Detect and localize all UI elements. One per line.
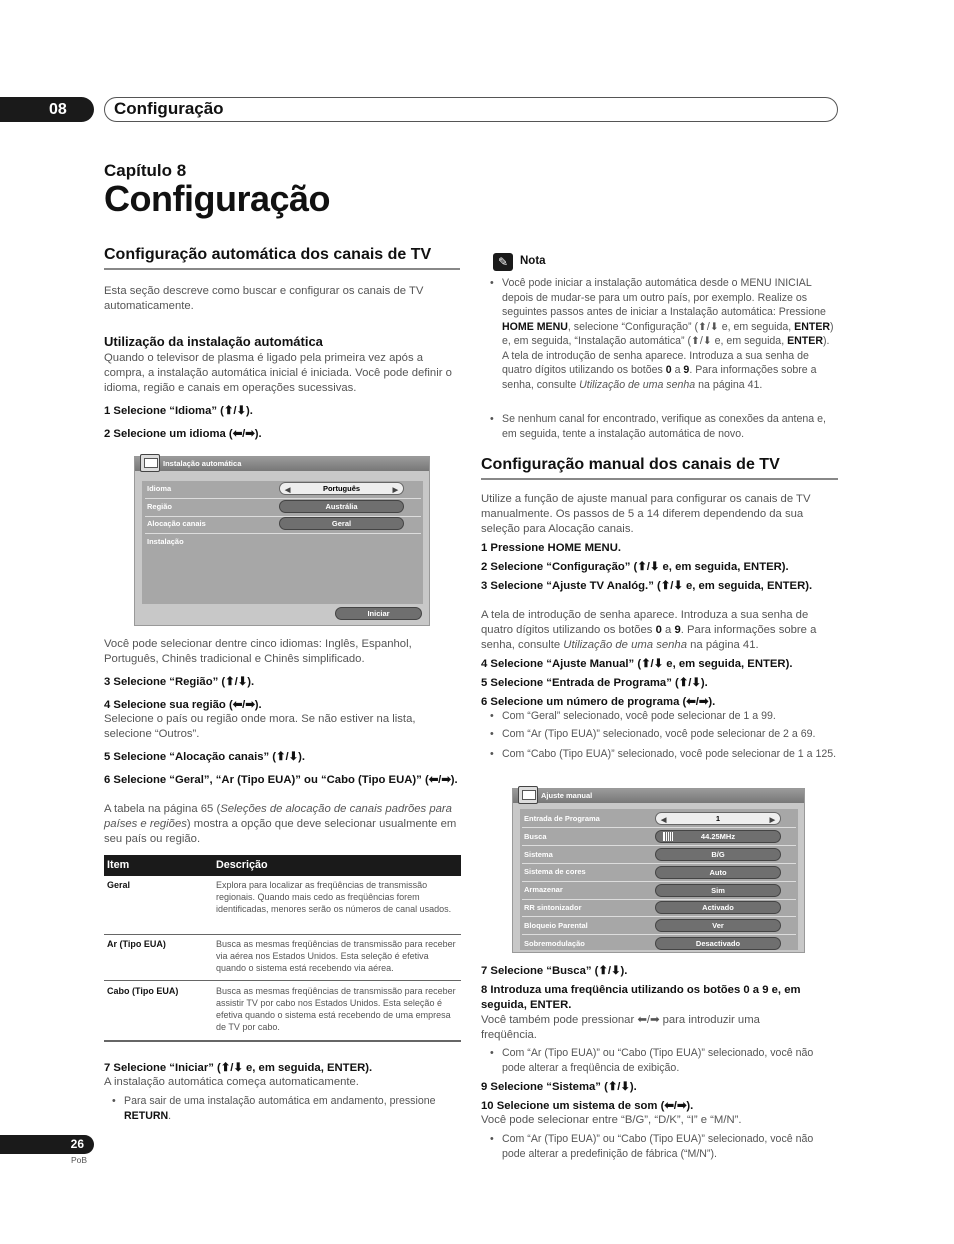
manual-step-1: 1 Pressione HOME MENU.	[481, 542, 621, 554]
idioma-selector[interactable]	[279, 482, 404, 495]
manual-step-8: 8 Introduza uma freqüência utilizando os botões 0 a 9 e, em seguida, ENTER.	[481, 984, 801, 1011]
manual-step-8-bullet: • Com “Ar (Tipo EUA)” ou “Cabo (Tipo EUA)” selecionado, você não pode alterar a freqüência de exibição.	[490, 1046, 835, 1075]
busca-text: 44.25MHz	[700, 832, 736, 841]
arrow-left-icon: ◀	[661, 817, 667, 824]
row-label: Armazenar	[524, 885, 563, 894]
step-4-text: Selecione o país ou região onde mora. Se não estiver na lista, selecione “Outros”.	[104, 713, 416, 740]
row-label-alocacao: Alocação canais	[147, 519, 206, 528]
arrow-left-icon: ◀	[285, 487, 291, 494]
manual-step-6-bullet: • Com “Cabo (Tipo EUA)” selecionado, você pode selecionar de 1 a 125.	[490, 747, 838, 762]
screen-title-bar	[135, 457, 429, 471]
alocacao-value[interactable]: Geral	[279, 517, 404, 530]
manual-step-3-text: A tela de introdução de senha aparece. Introduza a sua senha de quatro dígitos utilizando os botões 0 a 9. Para informações sobre a senha, consulte Utilização de uma senha na página 41.	[481, 609, 817, 651]
arrow-right-icon: ▶	[769, 817, 775, 824]
section-manual-intro: Utilize a função de ajuste manual para configurar os canais de TV manualmente. Os passos de 5 a 14 diferem dependendo da sua seleção para Alocação canais.	[481, 493, 811, 535]
row-label: Sobremodulação	[524, 939, 585, 948]
step-1: 1 Selecione “Idioma” (⬆/⬇).	[104, 405, 253, 417]
table-bottom-rule	[104, 1040, 461, 1042]
language-code: PoB	[71, 1155, 88, 1165]
row-label: Busca	[524, 832, 547, 841]
manual-step-7: 7 Selecione “Busca” (⬆/⬇).	[481, 965, 628, 977]
cores-value[interactable]: Auto	[655, 866, 781, 879]
program-value: 1	[715, 814, 721, 823]
sobremod-value[interactable]: Desactivado	[655, 937, 781, 950]
subsection-title: Utilização da instalação automática	[104, 334, 323, 349]
screen-title: Instalação automática	[163, 459, 242, 468]
auto-install-screen	[134, 456, 430, 626]
row-divider	[522, 863, 796, 864]
row-label: Sistema	[524, 850, 553, 859]
section-divider	[104, 268, 460, 270]
row-label-regiao: Região	[147, 502, 173, 511]
row-divider	[522, 934, 796, 935]
section-manual-title: Configuração manual dos canais de TV	[481, 456, 780, 473]
start-button[interactable]: Iniciar	[335, 607, 422, 620]
note-pencil-icon: ✎	[493, 253, 513, 271]
manual-step-3: 3 Selecione “Ajuste TV Analóg.” (⬆/⬇ e, em seguida, ENTER).	[481, 580, 813, 592]
manual-step-10-text: Você pode selecionar entre “B/G”, “D/K”, “I” e “M/N”.	[481, 1114, 742, 1126]
step-6-text: A tabela na página 65 (Seleções de alocação de canais padrões para países e regiões) mostra a opção que deve selecionar usualmente em seu país ou região.	[104, 803, 457, 845]
step-7: 7 Selecione “Iniciar” (⬆/⬇ e, em seguida, ENTER).	[104, 1062, 373, 1074]
table-row-item: Geral	[107, 880, 131, 890]
table-row-desc: Busca as mesmas freqüências de transmissão para receber assistir TV por cabo nos Estados Unidos. Esta seleção é efetiva quando o sistema está recebendo de uma empresa de TV por cabo.	[216, 986, 456, 1032]
table-row-divider	[104, 934, 461, 935]
chapter-title: Configuração	[104, 178, 331, 219]
manual-step-6: 6 Selecione um número de programa (⬅/➡).	[481, 696, 716, 708]
page-number: 26	[0, 1135, 94, 1154]
row-divider	[522, 899, 796, 900]
chapter-label: Capítulo 8	[104, 161, 187, 180]
row-label-idioma: Idioma	[147, 484, 172, 493]
manual-step-10-bullet: • Com “Ar (Tipo EUA)” ou “Cabo (Tipo EUA)” selecionado, você não pode alterar a predefinição de fábrica (“M/N”).	[490, 1132, 835, 1161]
step-2: 2 Selecione um idioma (⬅/➡).	[104, 428, 262, 440]
row-label: RR sintonizador	[524, 903, 582, 912]
row-label-instalacao: Instalação	[147, 537, 184, 546]
table-header-item: Item	[107, 859, 130, 871]
section-auto-title: Configuração automática dos canais de TV	[104, 246, 432, 263]
chapter-number-badge: 08	[0, 97, 94, 122]
frequency-bar-icon	[663, 832, 673, 841]
row-divider	[522, 845, 796, 846]
manual-step-6-bullet: • Com “Ar (Tipo EUA)” selecionado, você pode selecionar de 2 a 69.	[490, 727, 838, 742]
table-header-desc: Descrição	[216, 859, 268, 871]
bloqueio-value[interactable]: Ver	[655, 919, 781, 932]
armazenar-value[interactable]: Sim	[655, 884, 781, 897]
step-6: 6 Selecione “Geral”, “Ar (Tipo EUA)” ou “Cabo (Tipo EUA)” (⬅/➡).	[104, 774, 458, 786]
row-label: Sistema de cores	[524, 867, 586, 876]
program-selector[interactable]	[655, 812, 781, 825]
note-bullet-2: • Se nenhum canal for encontrado, verifique as conexões da antena e, em seguida, tente a instalação automática de novo.	[490, 412, 838, 441]
regiao-value[interactable]: Austrália	[279, 500, 404, 513]
header-title: Configuração	[114, 99, 224, 118]
row-divider	[145, 498, 421, 499]
row-label: Bloqueio Parental	[524, 921, 588, 930]
row-label: Entrada de Programa	[524, 814, 600, 823]
step-5: 5 Selecione “Alocação canais” (⬆/⬇).	[104, 751, 306, 763]
section-auto-intro: Esta seção descreve como buscar e configurar os canais de TV automaticamente.	[104, 285, 424, 312]
arrow-right-icon: ▶	[392, 487, 398, 494]
table-header	[104, 855, 461, 876]
tv-menu-icon	[518, 786, 538, 804]
manual-step-8-text: Você também pode pressionar ⬅/➡ para introduzir uma freqüência.	[481, 1014, 760, 1041]
manual-adjust-screen	[512, 788, 805, 953]
screen-title: Ajuste manual	[541, 791, 593, 800]
table-row-item: Ar (Tipo EUA)	[107, 939, 166, 949]
table-row-desc: Busca as mesmas freqüências de transmissão para receber via aérea nos Estados Unidos. Esta seleção é efetiva quando o sistema está recebendo via aérea.	[216, 939, 456, 973]
note-title: Nota	[520, 255, 546, 267]
languages-text: Você pode selecionar dentre cinco idiomas: Inglês, Espanhol, Português, Chinês tradicional e Chinês simplificado.	[104, 638, 412, 665]
table-row-divider	[104, 980, 461, 981]
note-bullet-1: • Você pode iniciar a instalação automática desde o MENU INICIAL depois de mudar-se para um outro país, por exemplo. Realize os seguintes passos antes de iniciar a Instalação automática: Pressione HOME MENU, selecione “Configuração” (⬆/⬇ e, em seguida, ENTER) e, em seguida, “Instalação automática” (⬆/⬇ e, em seguida, ENTER). A tela de introdução de senha aparece. Introduza a sua senha de quatro dígitos utilizando os botões 0 a 9. Para informações sobre a senha, consulte Utilização de uma senha na página 41.	[490, 276, 838, 392]
manual-step-9: 9 Selecione “Sistema” (⬆/⬇).	[481, 1081, 637, 1093]
table-row-desc: Explora para localizar as freqüências de transmissão regionais. Quando mais cedo as freqüências forem identificadas, menores serão os números de canal usados.	[216, 880, 452, 914]
step-4: 4 Selecione sua região (⬅/➡).	[104, 699, 262, 711]
manual-step-4: 4 Selecione “Ajuste Manual” (⬆/⬇ e, em seguida, ENTER).	[481, 658, 793, 670]
row-divider	[145, 533, 421, 534]
busca-value[interactable]	[655, 830, 781, 843]
table-row-item: Cabo (Tipo EUA)	[107, 986, 179, 996]
manual-step-10: 10 Selecione um sistema de som (⬅/➡).	[481, 1100, 694, 1112]
manual-step-6-bullet: • Com “Geral” selecionado, você pode selecionar de 1 a 99.	[490, 709, 838, 724]
screen-title-bar	[513, 789, 804, 803]
subsection-intro: Quando o televisor de plasma é ligado pela primeira vez após a compra, a instalação automática inicial é iniciada. Você pode definir o idioma, região e canais em operações sucessivas.	[104, 352, 452, 394]
step-7-text: A instalação automática começa automaticamente.	[104, 1076, 359, 1088]
manual-step-2: 2 Selecione “Configuração” (⬆/⬇ e, em seguida, ENTER).	[481, 561, 789, 573]
row-divider	[522, 916, 796, 917]
row-divider	[522, 881, 796, 882]
tv-menu-icon	[140, 454, 160, 472]
idioma-value: Português	[322, 484, 361, 493]
section-divider	[481, 478, 838, 480]
step-7-bullet: • Para sair de uma instalação automática em andamento, pressione RETURN.	[112, 1094, 452, 1123]
rr-value[interactable]: Activado	[655, 901, 781, 914]
step-3: 3 Selecione “Região” (⬆/⬇).	[104, 676, 255, 688]
sistema-value[interactable]: B/G	[655, 848, 781, 861]
manual-step-5: 5 Selecione “Entrada de Programa” (⬆/⬇).	[481, 677, 708, 689]
row-divider	[522, 827, 796, 828]
